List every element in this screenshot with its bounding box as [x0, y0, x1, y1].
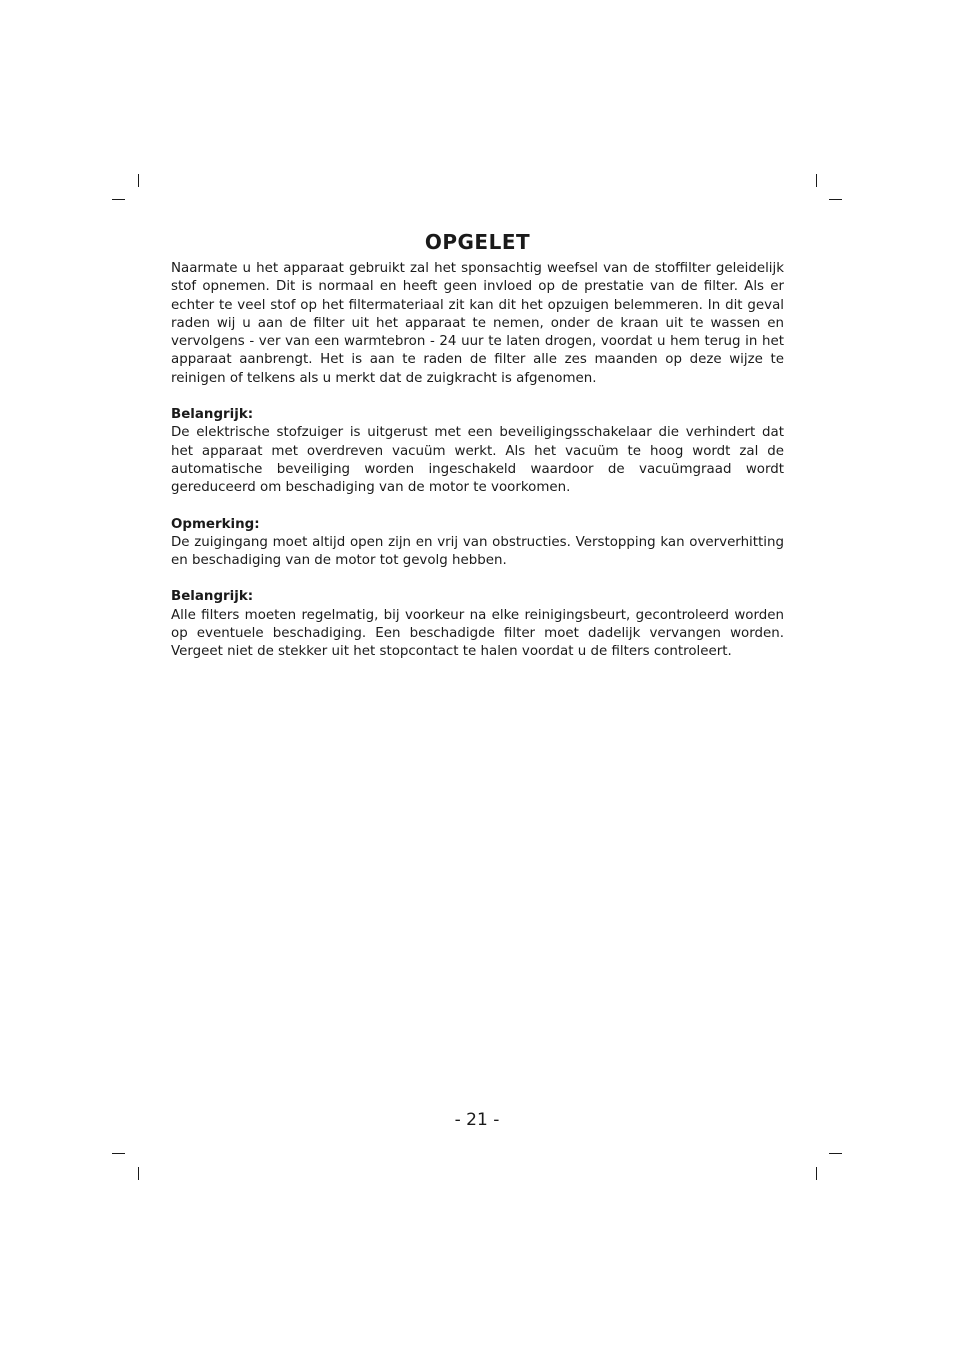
section-opmerking: [171, 516, 784, 571]
section-belangrijk-2: [171, 588, 784, 661]
crop-mark-top-right-horizontal: [829, 199, 842, 200]
crop-mark-top-right-vertical: [816, 174, 817, 187]
section-belangrijk-1: [171, 406, 784, 497]
section-text: Alle filters moeten regelmatig, bij voorkeur na elke reinigingsbeurt, gecontroleerd worden op eventuele beschadiging. Een beschadigde filter moet dadelijk vervangen worden. Vergeet niet de stekker uit het stopcontact te halen voordat u de filters controleert.: [171, 607, 784, 660]
crop-mark-bottom-left-vertical: [138, 1167, 139, 1180]
section-heading: Belangrijk:: [171, 407, 254, 423]
page-title: OPGELET: [424, 230, 531, 254]
intro-paragraph: Naarmate u het apparaat gebruikt zal het sponsachtig weefsel van de stoffilter geleidelijk stof opnemen. Dit is normaal en heeft geen invloed op de prestatie van de filter. Als er echter te veel stof op het filtermateriaal zit kan dit het opzuigen belemmeren. In dit geval raden wij u aan de filter uit het apparaat te nemen, onder de kraan uit te wassen en vervolgens - ver van een warmtebron - 24 uur te laten drogen, voordat u hem terug in het apparaat aanbrengt. Het is aan te raden de filter alle zes maanden op deze wijze te reinigen of telkens als u merkt dat de zuigkracht is afgenomen.: [171, 261, 784, 386]
crop-mark-bottom-right-horizontal: [829, 1153, 842, 1154]
section-text: De elektrische stofzuiger is uitgerust met een beveiligingsschakelaar die verhindert dat het apparaat met overdreven vacuüm werkt. Als het vacuüm te hoog wordt zal de automatische beveiliging worden ingeschakeld waardoor de vacuümgraad wordt gereduceerd om beschadiging van de motor te voorkomen.: [171, 425, 784, 496]
crop-mark-top-left-vertical: [138, 174, 139, 187]
section-heading: Opmerking:: [171, 516, 260, 532]
page-number: - 21 -: [454, 1110, 500, 1130]
crop-mark-bottom-left-horizontal: [112, 1153, 125, 1154]
crop-mark-top-left-horizontal: [112, 199, 125, 200]
page-content: [171, 226, 784, 662]
crop-mark-bottom-right-vertical: [816, 1167, 817, 1180]
section-heading: Belangrijk:: [171, 589, 254, 605]
section-text: De zuigingang moet altijd open zijn en vrij van obstructies. Verstopping kan oververhitting en beschadiging van de motor tot gevolg hebben.: [171, 534, 784, 569]
